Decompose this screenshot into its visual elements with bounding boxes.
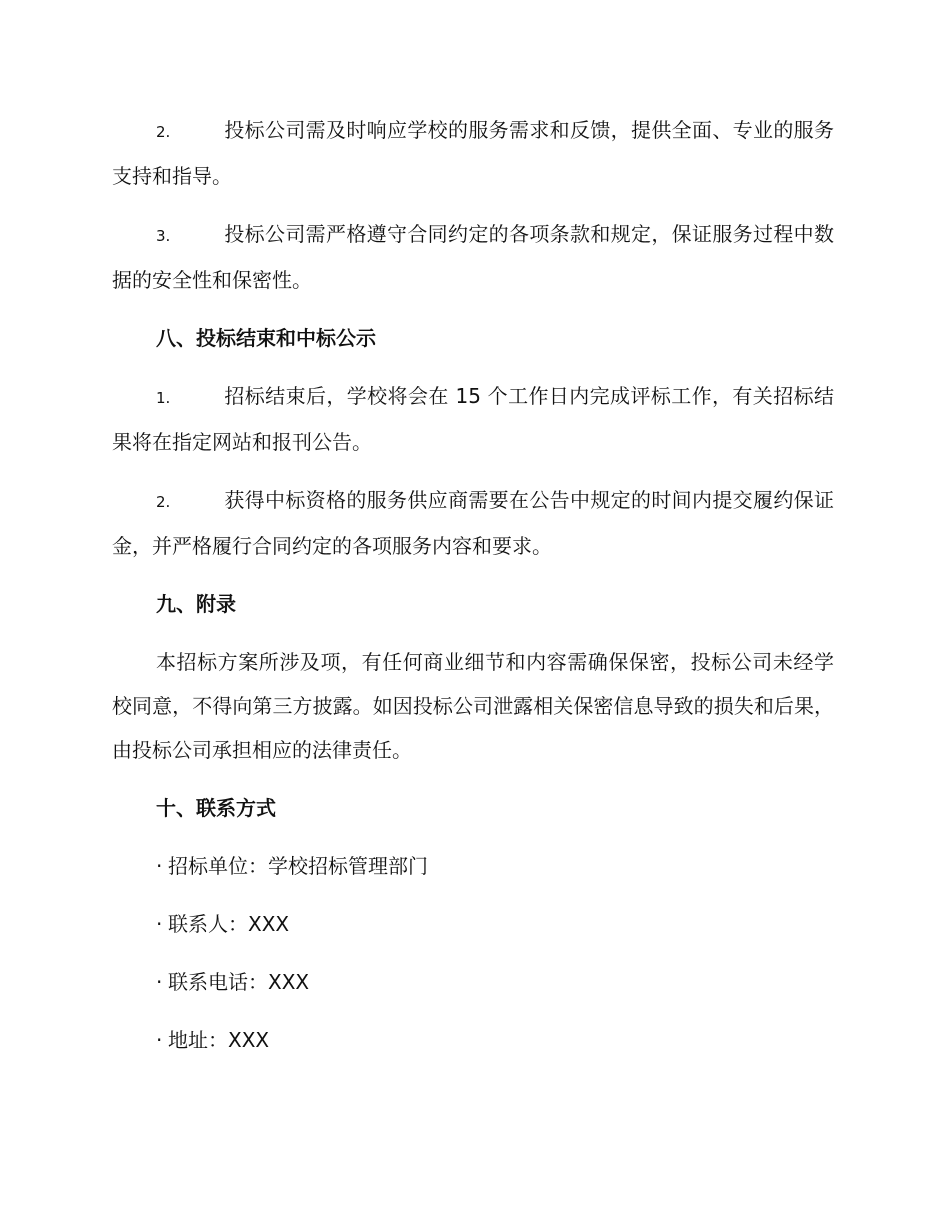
bullet: · <box>156 970 163 994</box>
item-number: 2. <box>156 123 171 141</box>
contact-text: 联系电话：XXX <box>168 970 310 994</box>
item-number: 1. <box>156 389 171 407</box>
item-text: 招标结束后，学校将会在 15 个工作日内完成评标工作，有关招标结果将在指定网站和报刊公告。 <box>112 384 834 454</box>
document-page <box>112 108 834 1076</box>
numbered-paragraph <box>112 478 834 568</box>
item-text: 获得中标资格的服务供应商需要在公告中规定的时间内提交履约保证金，并严格履行合同约定的各项服务内容和要求。 <box>112 488 834 558</box>
contact-line <box>112 1018 834 1062</box>
section-heading: 十、联系方式 <box>156 796 276 820</box>
section-heading: 八、投标结束和中标公示 <box>156 326 376 350</box>
bullet: · <box>156 854 163 878</box>
item-text: 投标公司需及时响应学校的服务需求和反馈，提供全面、专业的服务支持和指导。 <box>112 118 834 188</box>
item-number: 3. <box>156 227 171 245</box>
contact-line <box>112 960 834 1004</box>
contact-text: 招标单位：学校招标管理部门 <box>168 854 428 878</box>
bullet: · <box>156 912 163 936</box>
item-text: 投标公司需严格遵守合同约定的各项条款和规定，保证服务过程中数据的安全性和保密性。 <box>112 222 834 292</box>
numbered-paragraph <box>112 374 834 464</box>
bullet: · <box>156 1028 163 1052</box>
numbered-paragraph <box>112 212 834 302</box>
item-number: 2. <box>156 493 171 511</box>
contact-line <box>112 902 834 946</box>
numbered-paragraph <box>112 108 834 198</box>
contact-line <box>112 844 834 888</box>
contact-text: 地址：XXX <box>168 1028 270 1052</box>
contact-text: 联系人：XXX <box>168 912 290 936</box>
body-paragraph: 本招标方案所涉及项，有任何商业细节和内容需确保保密，投标公司未经学校同意，不得向第三方披露。如因投标公司泄露相关保密信息导致的损失和后果，由投标公司承担相应的法律责任。 <box>112 650 834 762</box>
section-heading: 九、附录 <box>156 592 236 616</box>
